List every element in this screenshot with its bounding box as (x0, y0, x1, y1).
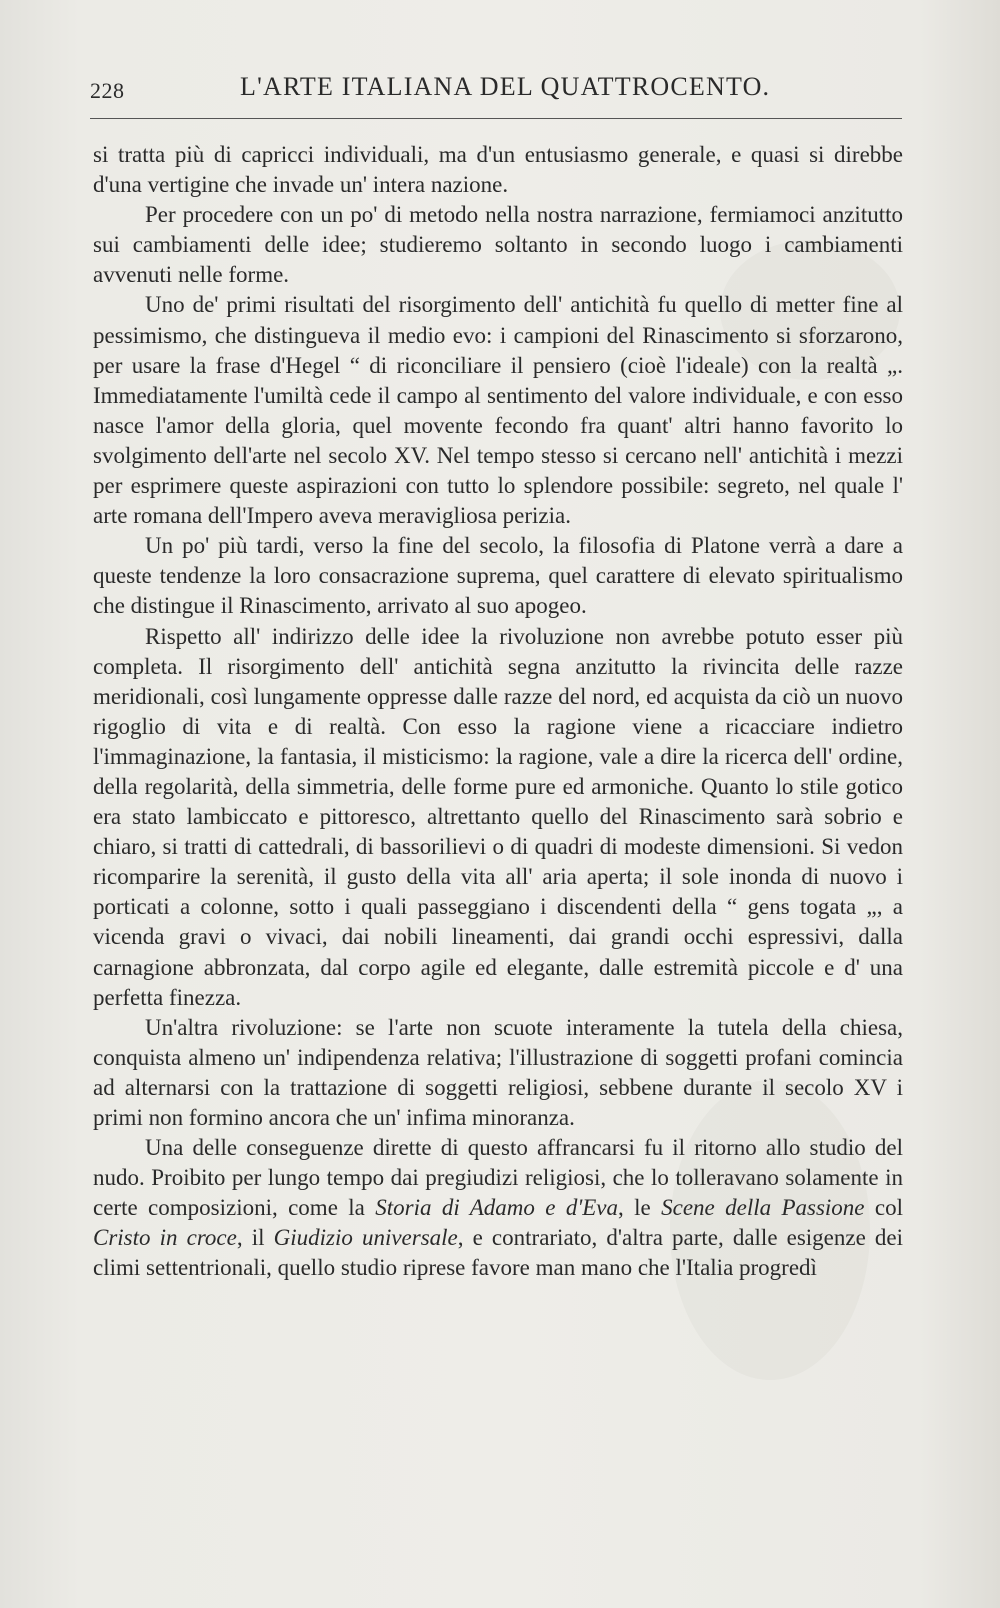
artwork-title: Scene della Passione (661, 1195, 865, 1221)
paragraph (93, 200, 903, 290)
paragraph (93, 622, 903, 1013)
paragraph-text: Una delle conseguenze dirette di questo affrancarsi fu il ritorno allo studio del nudo. Proibito per lungo tempo dai pregiudizi religiosi, che lo tolleravano solamente in certe composizioni, come la (93, 1135, 903, 1221)
paragraph (93, 1133, 903, 1283)
paragraph-text: , le (618, 1195, 662, 1221)
paragraph-text: col (864, 1195, 904, 1221)
paragraph-text: , e contrariato, d'altra parte, dalle esigenze dei climi settentrionali, quello studio riprese favore man mano che l'Italia progredì (93, 1225, 904, 1281)
header-rule (90, 118, 902, 119)
artwork-title: Giudizio universale (273, 1225, 458, 1251)
running-title: L'ARTE ITALIANA DEL QUATTROCENTO. (240, 72, 771, 101)
page-number: 228 (90, 78, 125, 103)
body-text (93, 140, 903, 1284)
paragraph-text: , il (236, 1225, 274, 1251)
paragraph-text: Un po' più tardi, verso la fine del secolo, la filosofia di Platone verrà a dare a queste tendenze la loro consacrazione suprema, quel carattere di elevato spiritualismo che distingue il Rinascimento, arrivato al suo apogeo. (93, 533, 903, 619)
paragraph (93, 531, 903, 621)
artwork-title: Storia di Adamo e d'Eva (375, 1195, 618, 1221)
paragraph-text: Uno de' primi risultati del risorgimento dell' antichità fu quello di metter fine al pessimismo, che distingueva il medio evo: i campioni del Rinascimento si sforzarono, per usare la frase d'Hegel “ di riconciliare il pensiero (cioè l'ideale) con la realtà „. Immediatamente l'umiltà cede il campo al sentimento del valore individuale, e con esso nasce l'amor della gloria, quel movente fecondo fra quant' altri hanno favorito lo svolgimento dell'arte nel secolo XV. Nel tempo stesso si cercano nell' antichità i mezzi per esprimere queste aspirazioni con tutto lo splendore possibile: segreto, nel quale l' arte romana dell'Impero aveva meravigliosa perizia. (93, 292, 903, 529)
paragraph (93, 290, 903, 531)
paragraph (93, 1013, 903, 1133)
paragraph-text: Rispetto all' indirizzo delle idee la rivoluzione non avrebbe potuto esser più completa. Il risorgimento dell' antichità segna anzitutto la rivincita delle razze meridionali, così lungamente oppresse dalle razze del nord, ed acquista da ciò un nuovo rigoglio di vita e di realtà. Con esso la ragione viene a ricacciare indietro l'immaginazione, la fantasia, il misticismo: la ragione, vale a dire la ricerca dell' ordine, della regolarità, della simmetria, delle forme pure ed armoniche. Quanto lo stile gotico era stato lambiccato e pittoresco, altrettanto quello del Rinascimento sarà sobrio e chiaro, si tratti di cattedrali, di bassorilievi o di quadri di modeste dimensioni. Si vedon ricomparire la serenità, il gusto della vita all' aria aperta; il sole inonda di nuovo i porticati a colonne, sotto i quali passeggiano i discendenti della “ gens togata „, a vicenda gravi o vivaci, dai nobili lineamenti, dai grandi occhi espressivi, dalla carnagione abbronzata, dal corpo agile ed elegante, dalle estremità piccole e d' una perfetta finezza. (93, 623, 903, 1010)
paragraph (93, 140, 903, 200)
artwork-title: Cristo in croce (93, 1225, 237, 1251)
paragraph-text: Un'altra rivoluzione: se l'arte non scuote interamente la tutela della chiesa, conquista almeno un' indipendenza relativa; l'illustrazione di soggetti profani comincia ad alternarsi con la trattazione di soggetti religiosi, sebbene durante il secolo XV i primi non formino ancora che un' infima minoranza. (93, 1014, 903, 1130)
paragraph-text: Per procedere con un po' di metodo nella nostra narrazione, fermiamoci anzitutto sui cambiamenti delle idee; studieremo soltanto in secondo luogo i cambiamenti avvenuti nelle forme. (93, 202, 903, 288)
paragraph-text: si tratta più di capricci individuali, ma d'un entusiasmo generale, e quasi si direbbe d'una vertigine che invade un' intera nazione. (93, 142, 903, 198)
page-header (90, 70, 900, 104)
